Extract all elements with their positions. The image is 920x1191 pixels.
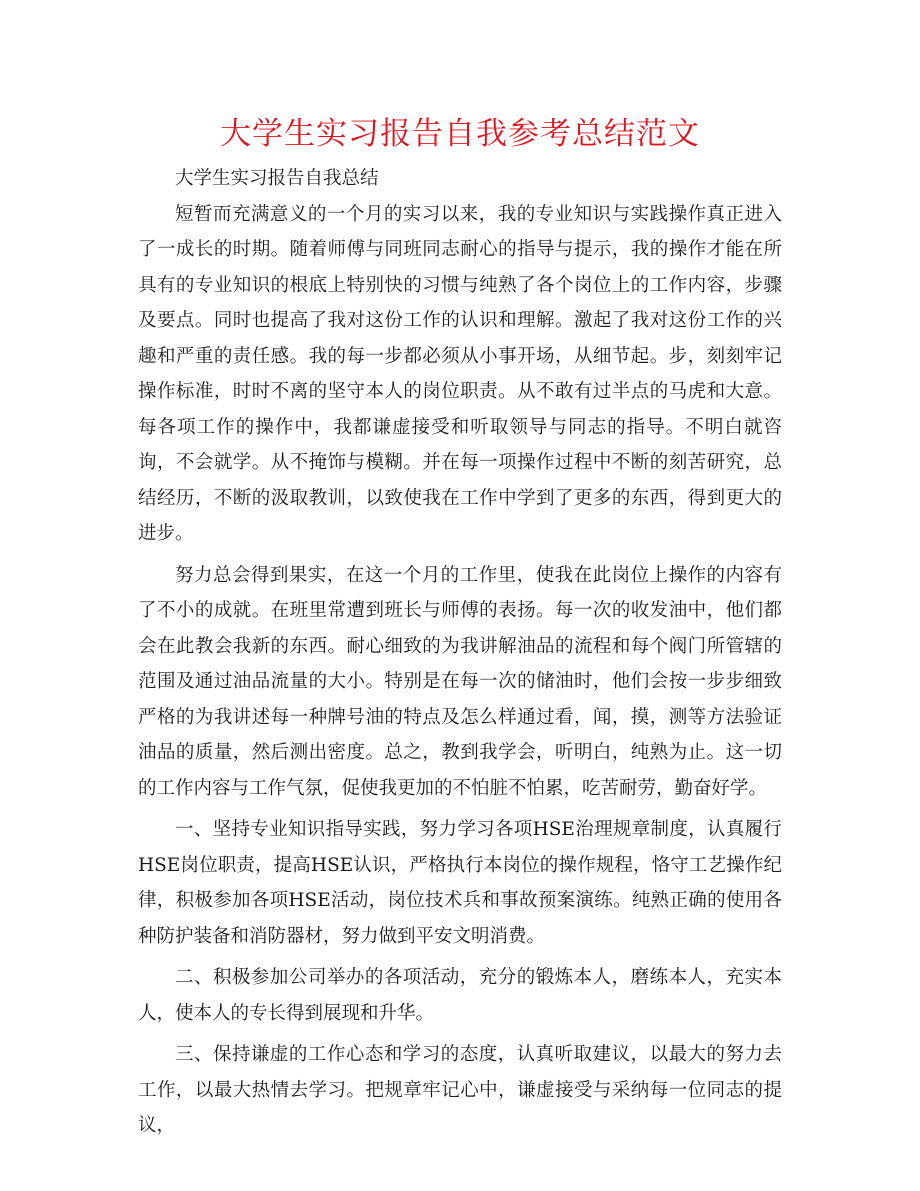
document-subtitle: 大学生实习报告自我总结 (175, 168, 379, 189)
document-title: 大学生实习报告自我参考总结范文 (220, 116, 700, 152)
paragraph-4: 二、积极参加公司举办的各项活动，充分的锻炼本人，磨练本人，充实本人，使本人的专长得到展现和升华。 (138, 967, 782, 1024)
paragraph-5: 三、保持谦虚的工作心态和学习的态度，认真听取建议，以最大的努力去工作，以最大热情去学习。把规章牢记心中，谦虚接受与采纳每一位同志的提议， (138, 1044, 782, 1136)
paragraph-1: 短暂而充满意义的一个月的实习以来，我的专业知识与实践操作真正进入了一成长的时期。随着师傅与同班同志耐心的指导与提示，我的操作才能在所具有的专业知识的根底上特别快的习惯与纯熟了各个岗位上的工作内容，步骤及要点。同时也提高了我对这份工作的认识和理解。激起了我对这份工作的兴趣和严重的责任感。我的每一步都必须从小事开场，从细节起。步，刻刻牢记操作标准，时时不离的坚守本人的岗位职责。从不敢有过半点的马虎和大意。每各项工作的操作中，我都谦虚接受和听取领导与同志的指导。不明白就咨询，不会就学。从不掩饰与模糊。并在每一项操作过程中不断的刻苦研究，总结经历，不断的汲取教训，以致使我在工作中学到了更多的东西，得到更大的进步。 (138, 203, 782, 544)
document-body (138, 161, 782, 1144)
paragraph-3: 一、坚持专业知识指导实践，努力学习各项HSE治理规章制度，认真履行HSE岗位职责，提高HSE认识，严格执行本岗位的操作规程，恪守工艺操作纪律，积极参加各项HSE活动，岗位技术兵和事故预案演练。纯熟正确的使用各种防护装备和消防器材，努力做到平安文明消费。 (138, 819, 782, 947)
paragraph-2: 努力总会得到果实，在这一个月的工作里，使我在此岗位上操作的内容有了不小的成就。在班里常遭到班长与师傅的表扬。每一次的收发油中，他们都会在此教会我新的东西。耐心细致的为我讲解油品的流程和每个阀门所管辖的范围及通过油品流量的大小。特别是在每一次的储油时，他们会按一步步细致严格的为我讲述每一种牌号油的特点及怎么样通过看，闻，摸，测等方法验证油品的质量，然后测出密度。总之，教到我学会，听明白，纯熟为止。这一切的工作内容与工作气氛，促使我更加的不怕脏不怕累，吃苦耐劳，勤奋好学。 (138, 564, 782, 799)
